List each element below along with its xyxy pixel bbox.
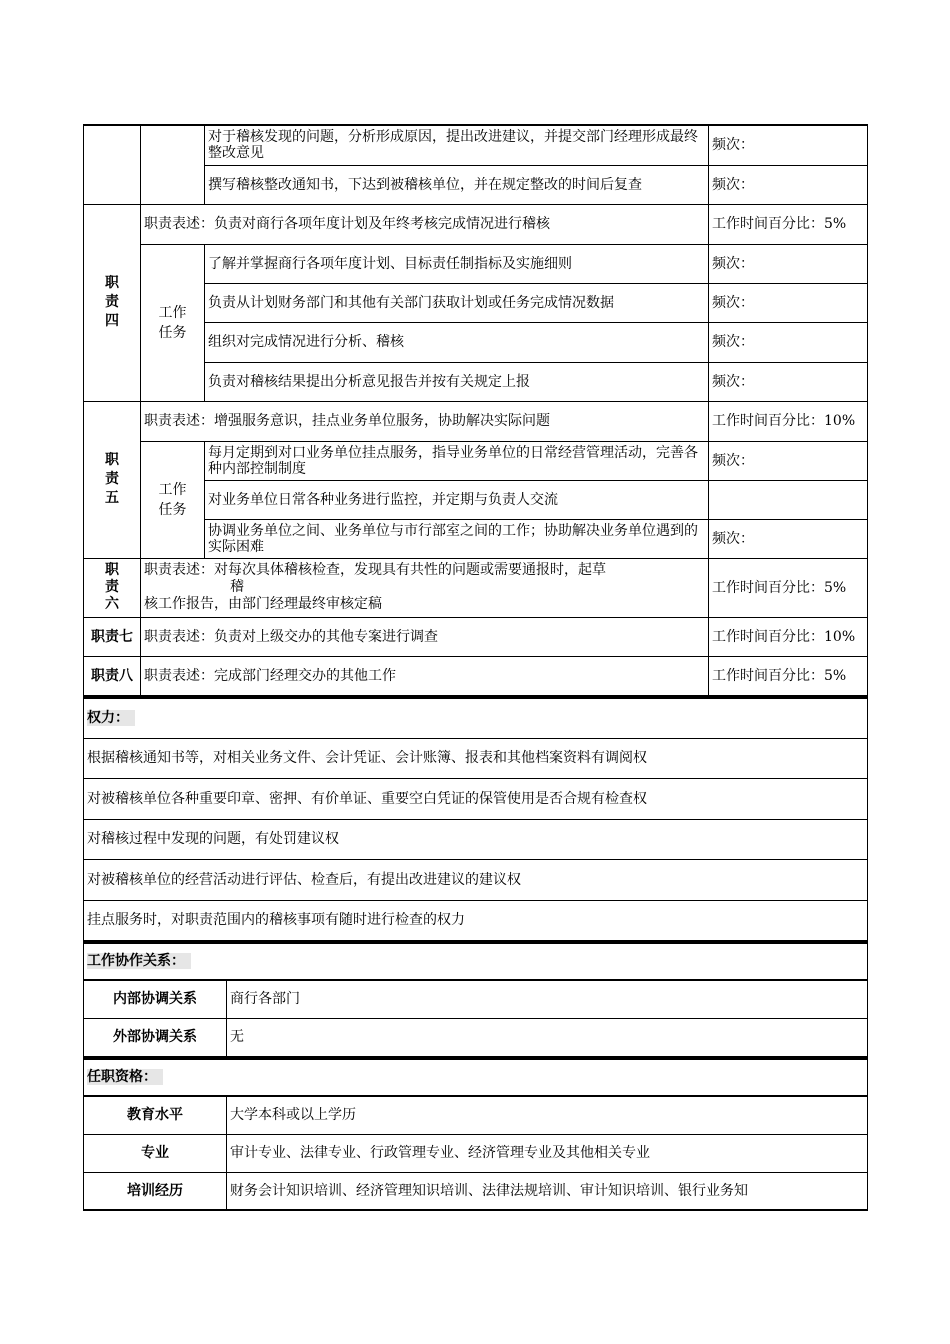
- power-row: [84, 738, 868, 778]
- duty4-time-percent: 工作时间百分比：5%: [709, 204, 868, 244]
- power-text: 根据稽核通知书等，对相关业务文件、会计凭证、会计账簿、报表和其他档案资料有调阅权: [84, 738, 868, 778]
- relations-title: 工作协作关系：: [87, 953, 191, 969]
- relations-header-row: [84, 942, 868, 980]
- qualifications-header-row: [84, 1058, 868, 1096]
- power-row: [84, 859, 868, 900]
- duty7-description: 职责表述：负责对上级交办的其他专案进行调查: [141, 617, 709, 656]
- internal-relation-value: 商行各部门: [227, 980, 868, 1018]
- task-text: 撰写稽核整改通知书，下达到被稽核单位，并在规定整改的时间后复查: [205, 165, 709, 204]
- power-row: [84, 900, 868, 940]
- duty4-label: 职 责 四: [84, 204, 141, 401]
- duty6-row: [84, 558, 868, 617]
- task-text: 对于稽核发现的问题，分析形成原因，提出改进建议，并提交部门经理形成最终整改意见: [205, 125, 709, 165]
- frequency-text: 频次：: [709, 244, 868, 283]
- duty7-time-percent: 工作时间百分比：10%: [709, 617, 868, 656]
- external-relation-row: [84, 1018, 868, 1056]
- frequency-text: 频次：: [709, 322, 868, 362]
- duty5-time-percent: 工作时间百分比：10%: [709, 401, 868, 441]
- duty4-task-row: [84, 244, 868, 283]
- external-relation-value: 无: [227, 1018, 868, 1056]
- task-text: 对业务单位日常各种业务进行监控，并定期与负责人交流: [205, 480, 709, 519]
- qualifications-table: [83, 1057, 868, 1212]
- power-text: 对被稽核单位各种重要印章、密押、有价单证、重要空白凭证的保管使用是否合规有检查权: [84, 778, 868, 819]
- internal-relation-row: [84, 980, 868, 1018]
- duty8-row: [84, 656, 868, 695]
- job-description-sheet: [83, 124, 867, 1211]
- duty4-description: 职责表述：负责对商行各项年度计划及年终考核完成情况进行稽核: [141, 204, 709, 244]
- task-text: 协调业务单位之间、业务单位与市行部室之间的工作；协助解决业务单位遇到的实际困难: [205, 519, 709, 558]
- duty7-row: [84, 617, 868, 656]
- carry-task-row: [84, 125, 868, 165]
- task-text: 负责从计划财务部门和其他有关部门获取计划或任务完成情况数据: [205, 283, 709, 322]
- powers-table: [83, 696, 868, 941]
- qualification-label: 培训经历: [84, 1172, 227, 1210]
- task-text: 负责对稽核结果提出分析意见报告并按有关规定上报: [205, 362, 709, 401]
- qualification-value: 大学本科或以上学历: [227, 1096, 868, 1134]
- powers-header-row: [84, 697, 868, 738]
- frequency-text: 频次：: [709, 362, 868, 401]
- power-row: [84, 778, 868, 819]
- duty8-label: 职责八: [84, 656, 141, 695]
- duty5-description: 职责表述：增强服务意识，挂点业务单位服务，协助解决实际问题: [141, 401, 709, 441]
- qualification-label: 教育水平: [84, 1096, 227, 1134]
- duty7-label: 职责七: [84, 617, 141, 656]
- powers-title: 权力：: [87, 710, 135, 726]
- power-text: 对被稽核单位的经营活动进行评估、检查后，有提出改进建议的建议权: [84, 859, 868, 900]
- duty-label-cell: [84, 125, 141, 204]
- task-text: 组织对完成情况进行分析、稽核: [205, 322, 709, 362]
- duty6-line1: 职责表述：对每次具体稽核检查，发现具有共性的问题或需要通报时，起草: [144, 562, 606, 578]
- qualification-value: 审计专业、法律专业、行政管理专业、经济管理专业及其他相关专业: [227, 1134, 868, 1172]
- duty4-desc-row: [84, 204, 868, 244]
- task-text: 每月定期到对口业务单位挂点服务，指导业务单位的日常经营管理活动，完善各种内部控制制度: [205, 441, 709, 480]
- qualification-row: [84, 1134, 868, 1172]
- duty4-task-label: 工作 任务: [141, 244, 205, 401]
- qualification-row: [84, 1172, 868, 1210]
- duty6-description: [141, 558, 709, 617]
- duty5-desc-row: [84, 401, 868, 441]
- duty6-line3: 核工作报告，由部门经理最终审核定稿: [144, 596, 382, 612]
- duties-table: [83, 124, 868, 696]
- duty6-time-percent: 工作时间百分比：5%: [709, 558, 868, 617]
- duty6-label: 职 责 六: [84, 558, 141, 617]
- frequency-text: [709, 480, 868, 519]
- duty5-label: 职 责 五: [84, 401, 141, 558]
- frequency-text: 频次：: [709, 519, 868, 558]
- frequency-text: 频次：: [709, 165, 868, 204]
- duty5-task-label: 工作 任务: [141, 441, 205, 558]
- duty8-time-percent: 工作时间百分比：5%: [709, 656, 868, 695]
- qualification-label: 专业: [84, 1134, 227, 1172]
- frequency-text: 频次：: [709, 125, 868, 165]
- duty5-task-row: [84, 441, 868, 480]
- power-text: 挂点服务时，对职责范围内的稽核事项有随时进行检查的权力: [84, 900, 868, 940]
- qualification-row: [84, 1096, 868, 1134]
- duty8-description: 职责表述：完成部门经理交办的其他工作: [141, 656, 709, 695]
- relations-table: [83, 941, 868, 1057]
- internal-relation-label: 内部协调关系: [84, 980, 227, 1018]
- power-text: 对稽核过程中发现的问题，有处罚建议权: [84, 819, 868, 859]
- frequency-text: 频次：: [709, 283, 868, 322]
- power-row: [84, 819, 868, 859]
- duty6-line2: 稽: [230, 579, 244, 595]
- task-text: 了解并掌握商行各项年度计划、目标责任制指标及实施细则: [205, 244, 709, 283]
- qualification-value: 财务会计知识培训、经济管理知识培训、法律法规培训、审计知识培训、银行业务知: [227, 1172, 868, 1210]
- frequency-text: 频次：: [709, 441, 868, 480]
- task-label-cell: [141, 125, 205, 204]
- qualifications-title: 任职资格：: [87, 1069, 163, 1085]
- external-relation-label: 外部协调关系: [84, 1018, 227, 1056]
